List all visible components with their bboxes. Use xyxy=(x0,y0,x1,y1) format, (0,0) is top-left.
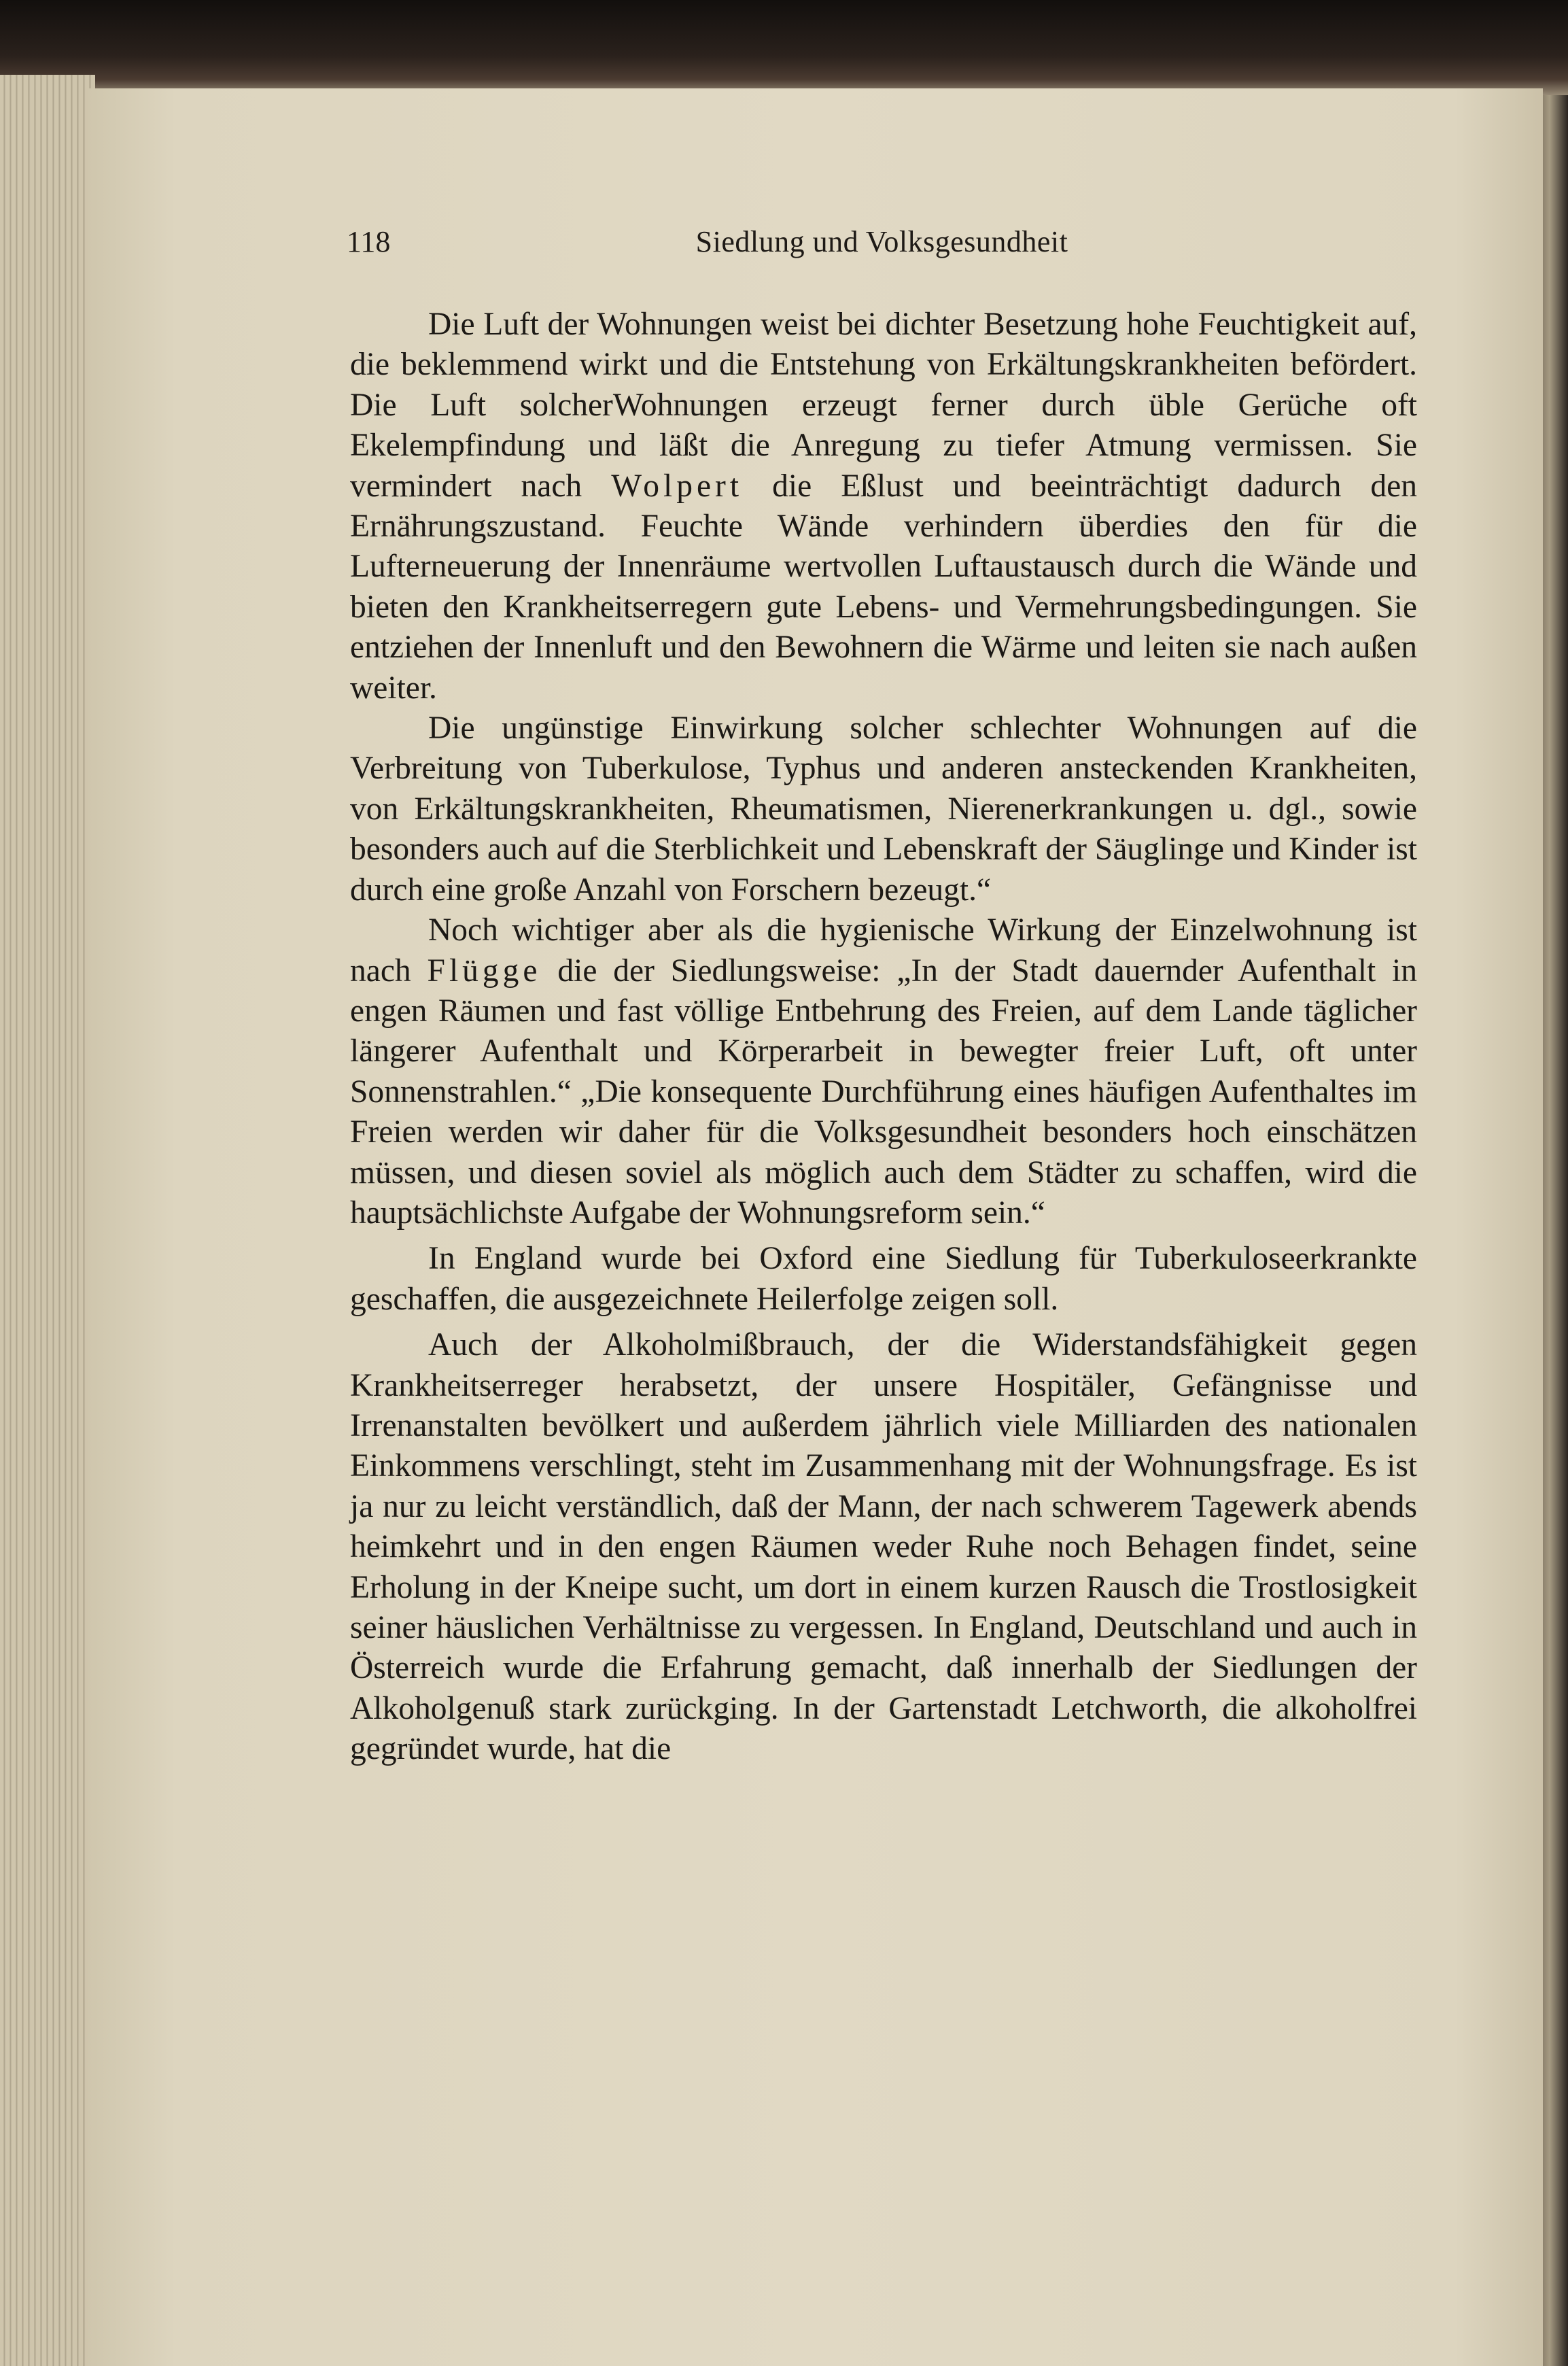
page-edges-left xyxy=(0,75,95,2366)
paragraph: Die Luft der Wohnungen weist bei dichter Besetzung hohe Feuchtigkeit auf, die beklemmend wirkt und die Entstehung von Erkältungskrankheiten befördert. Die Luft solcherWohnungen erzeugt ferner durch üble Gerüche oft Ekelempfindung und läßt die Anregung zu tiefer Atmung vermissen. Sie vermindert nach Wolpert die Eßlust und beeinträchtigt dadurch den Ernährungszustand. Feuchte Wände verhindern überdies den für die Lufterneuerung der Innenräume wertvollen Luftaustausch durch die Wände und bieten den Krankheitserregern gute Lebens- und Vermehrungsbedingungen. Sie entziehen der Innenluft und den Bewohnern die Wärme und leiten sie nach außen weiter. xyxy=(350,307,1418,706)
paragraph: In England wurde bei Oxford eine Siedlung für Tuberkuloseerkrankte geschaffen, die ausgezeichnete Heilerfolge zeigen soll. xyxy=(350,1241,1417,1317)
paragraph: Auch der Alkoholmißbrauch, der die Widerstandsfähigkeit gegen Krankheitserreger herabsetzt, der unsere Hospitäler, Gefängnisse und Irrenanstalten bevölkert und außerdem jährlich viele Milliarden des nationalen Einkommens verschlingt, steht im Zusammenhang mit der Wohnungsfrage. Es ist ja nur zu leicht verständlich, daß der Mann, der nach schwerem Tagewerk abends heimkehrt und in den engen Räumen weder Ruhe noch Behagen findet, seine Erholung in der Kneipe sucht, um dort in einem kurzen Rausch die Trostlosigkeit seiner häuslichen Verhältnisse zu vergessen. In England, Deutschland und auch in Österreich wurde die Erfahrung gemacht, daß innerhalb der Siedlungen der Alkoholgenuß stark zurückging. In der Gartenstadt Letchworth, die alkoholfrei gegründet wurde, hat die xyxy=(350,1327,1417,1767)
running-title: Siedlung und Volksgesundheit xyxy=(695,225,1068,258)
paragraph: Die ungünstige Einwirkung solcher schlechter Wohnungen auf die Verbreitung von Tuberkulose, Typhus und anderen ansteckenden Krankheiten, von Erkältungskrankheiten, Rheumatismen, Nierenerkrankungen u. dgl., sowie besonders auch auf die Sterblichkeit und Lebenskraft der Säuglinge und Kinder ist durch eine große Anzahl von Forschern bezeugt.“ xyxy=(350,710,1417,908)
body-text xyxy=(350,305,1417,1770)
page-number: 118 xyxy=(347,225,391,258)
page-header xyxy=(347,224,1417,265)
book-binding xyxy=(0,0,1568,102)
author-name-wolpert: Wolpert xyxy=(611,468,744,504)
paragraph: Noch wichtiger aber als die hygienische Wirkung der Einzelwohnung ist nach Flügge die der Siedlungsweise: „In der Stadt dauernder Aufenthalt in engen Räumen und fast völlige Entbehrung des Freien, auf dem Lande täglicher längerer Aufenthalt und Körperarbeit in bewegter freier Luft, oft unter Sonnenstrahlen.“ „Die konsequente Durchführung eines häufigen Aufenthaltes im Freien werden wir daher für die Volksgesundheit besonders hoch einschätzen müssen, und diesen soviel als möglich auch dem Städter zu schaffen, wird die hauptsächlichste Aufgabe der Wohnungsreform sein.“ xyxy=(350,912,1417,1231)
author-name-fluegge: Flügge xyxy=(427,953,542,989)
